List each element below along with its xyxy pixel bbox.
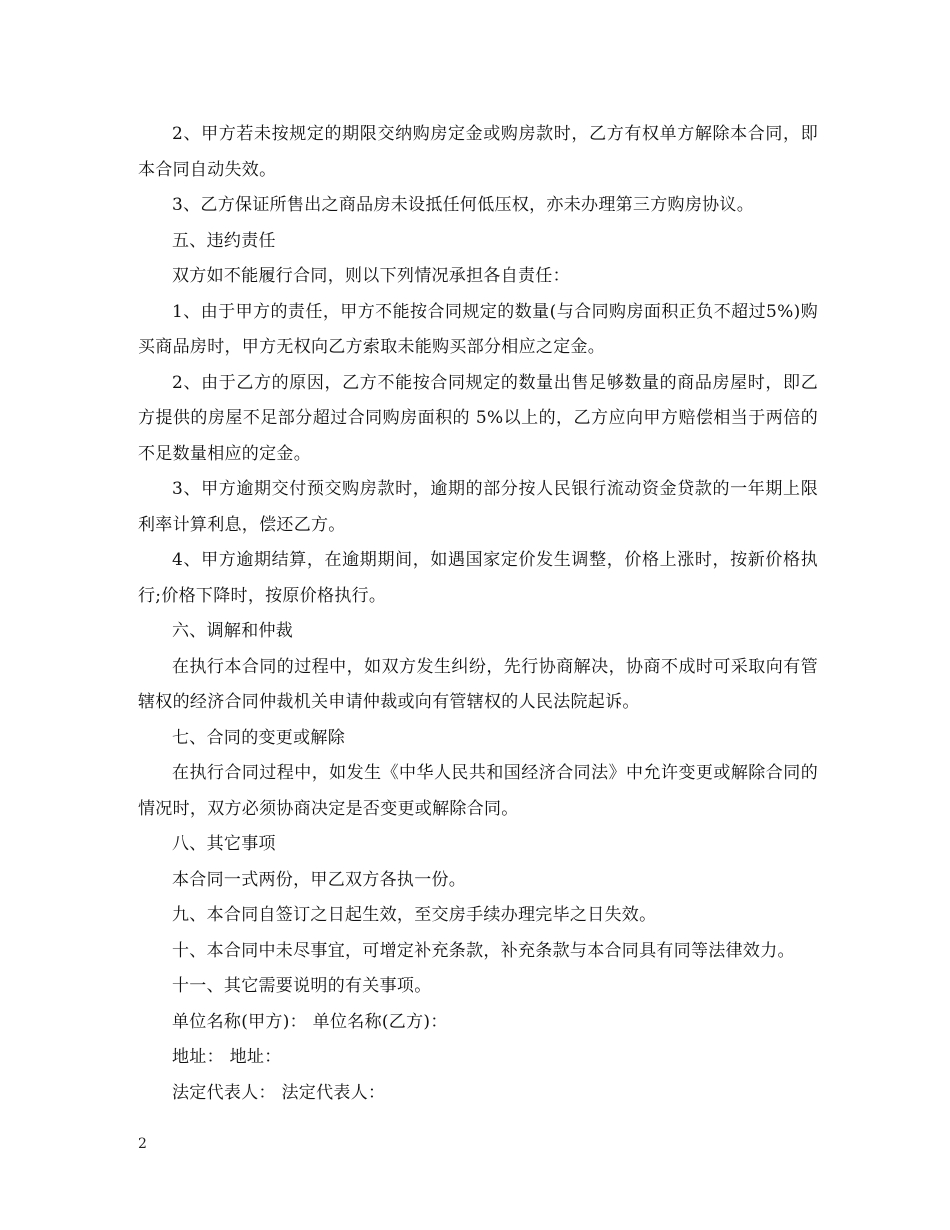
clause-5-2: 2、由于乙方的原因，乙方不能按合同规定的数量出售足够数量的商品房屋时，即乙方提供的房屋不足部分超过合同购房面积的 5%以上的，乙方应向甲方赔偿相当于两倍的不足数量相应的定金。 — [138, 372, 818, 464]
signature-legal-representatives: 法定代表人： 法定代表人： — [172, 1082, 386, 1103]
clause-10: 十、本合同中未尽事宜，可增定补充条款，补充条款与本合同具有同等法律效力。 — [172, 940, 795, 961]
section-heading-other-matters: 八、其它事项 — [172, 834, 276, 854]
mediation-text: 在执行本合同的过程中，如双方发生纠纷，先行协商解决，协商不成时可采取向有管辖权的经济合同仲裁机关申请仲裁或向有管辖权的人民法院起诉。 — [138, 656, 818, 712]
clause-5-1: 1、由于甲方的责任，甲方不能按合同规定的数量(与合同购房面积正负不超过5%)购买商品房时，甲方无权向乙方索取未能购买部分相应之定金。 — [138, 301, 818, 357]
signature-addresses: 地址： 地址： — [172, 1047, 282, 1067]
breach-intro: 双方如不能履行合同，则以下列情况承担各自责任： — [172, 266, 570, 286]
clause-4-2: 2、甲方若未按规定的期限交纳购房定金或购房款时，乙方有权单方解除本合同，即本合同自动失效。 — [138, 124, 818, 180]
clause-4-3: 3、乙方保证所售出之商品房未设抵任何低压权，亦未办理第三方购房协议。 — [172, 195, 755, 215]
document-body — [138, 117, 818, 1111]
section-heading-breach-liability: 五、违约责任 — [172, 230, 276, 251]
clause-11: 十一、其它需要说明的有关事项。 — [172, 976, 432, 996]
signature-unit-names: 单位名称(甲方)： 单位名称(乙方)： — [172, 1011, 448, 1032]
section-heading-change-termination: 七、合同的变更或解除 — [172, 727, 345, 748]
page-number: 2 — [138, 1136, 147, 1152]
clause-9: 九、本合同自签订之日起生效，至交房手续办理完毕之日失效。 — [172, 905, 657, 925]
section-heading-mediation: 六、调解和仲裁 — [172, 621, 294, 641]
clause-5-3: 3、甲方逾期交付预交购房款时，逾期的部分按人民银行流动资金贷款的一年期上限利率计算利息，偿还乙方。 — [138, 479, 818, 535]
change-termination-text: 在执行合同过程中，如发生《中华人民共和国经济合同法》中允许变更或解除合同的情况时，双方必须协商决定是否变更或解除合同。 — [138, 763, 818, 819]
clause-5-4: 4、甲方逾期结算，在逾期期间，如遇国家定价发生调整，价格上涨时，按新价格执行;价格下降时，按原价格执行。 — [138, 550, 818, 606]
other-matters-text: 本合同一式两份，甲乙双方各执一份。 — [172, 869, 467, 890]
